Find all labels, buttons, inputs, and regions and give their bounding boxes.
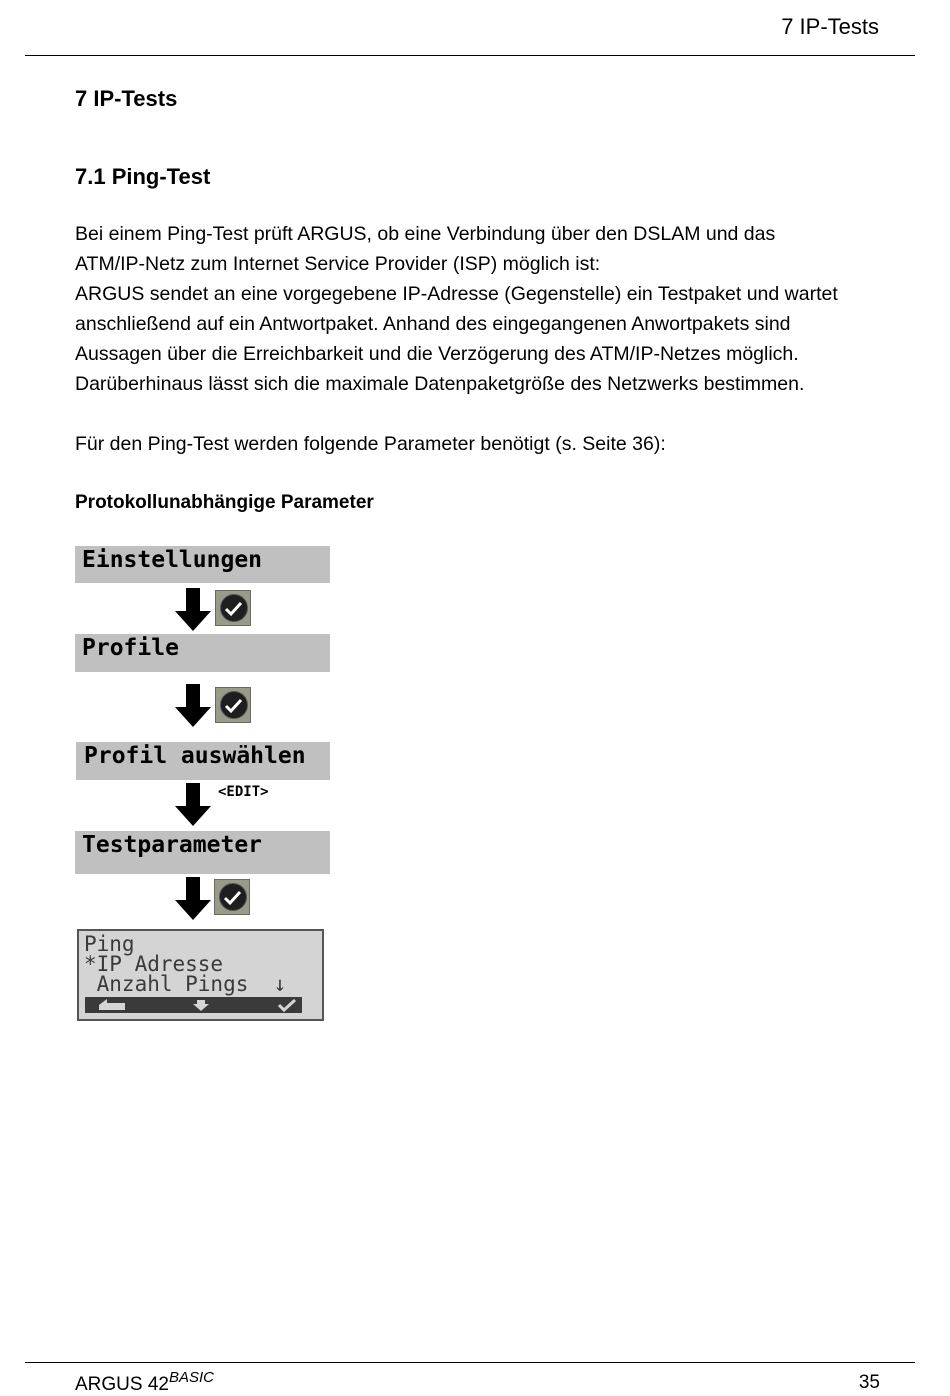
- ok-key-icon: [215, 590, 251, 626]
- page-number: 35: [858, 1372, 880, 1393]
- back-arrow-icon: [99, 999, 125, 1010]
- header-rule: [25, 55, 915, 56]
- ok-key-icon: [215, 687, 251, 723]
- menu-testparameter[interactable]: Testparameter: [75, 831, 330, 874]
- parameter-paragraph: Für den Ping-Test werden folgende Parameter benötigt (s. Seite 36):: [75, 433, 666, 455]
- lcd-softkey-bar: [85, 997, 302, 1013]
- arrow-down-icon: [175, 783, 211, 827]
- intro-paragraph: [75, 219, 905, 399]
- arrow-down-icon: [175, 588, 211, 632]
- footer-rule: [25, 1362, 915, 1363]
- section-title: 7.1 Ping-Test: [75, 164, 211, 189]
- edit-key-label: <EDIT>: [218, 784, 269, 800]
- ok-key-icon: [214, 879, 250, 915]
- lcd-line-anzahl-pings: Anzahl Pings ↓: [84, 972, 287, 996]
- lcd-line-ip-adresse: *IP Adresse: [84, 952, 224, 976]
- check-icon: [279, 1000, 295, 1010]
- arrow-down-icon: [175, 684, 211, 728]
- lcd-line-ping: Ping: [84, 932, 135, 956]
- menu-einstellungen[interactable]: Einstellungen: [75, 546, 330, 583]
- subheading: Protokollunabhängige Parameter: [75, 492, 374, 513]
- menu-profil-auswaehlen[interactable]: Profil auswählen: [76, 742, 330, 780]
- lcd-display: [77, 929, 324, 1021]
- text-line: ARGUS sendet an eine vorgegebene IP-Adresse (Gegenstelle) ein Testpaket und wartet: [75, 283, 838, 305]
- text-line: anschließend auf ein Antwortpaket. Anhand des eingegangenen Anwortpakets sind: [75, 313, 791, 335]
- chapter-title: 7 IP-Tests: [75, 86, 178, 111]
- header-chapter: 7 IP-Tests: [781, 14, 879, 39]
- product-edition: BASIC: [168, 1369, 214, 1386]
- product-name: ARGUS 42: [75, 1374, 169, 1395]
- text-line: Aussagen über die Erreichbarkeit und die Verzögerung des ATM/IP-Netzes möglich.: [75, 343, 799, 365]
- text-line: Bei einem Ping-Test prüft ARGUS, ob eine Verbindung über den DSLAM und das: [75, 223, 776, 245]
- arrow-down-icon: [175, 877, 211, 921]
- menu-profile[interactable]: Profile: [75, 634, 330, 672]
- text-line: Darüberhinaus lässt sich die maximale Datenpaketgröße des Netzwerks bestimmen.: [75, 373, 805, 395]
- footer-product: [75, 1369, 214, 1396]
- down-arrow-icon: [193, 1000, 209, 1011]
- text-line: ATM/IP-Netz zum Internet Service Provider (ISP) möglich ist:: [75, 253, 601, 275]
